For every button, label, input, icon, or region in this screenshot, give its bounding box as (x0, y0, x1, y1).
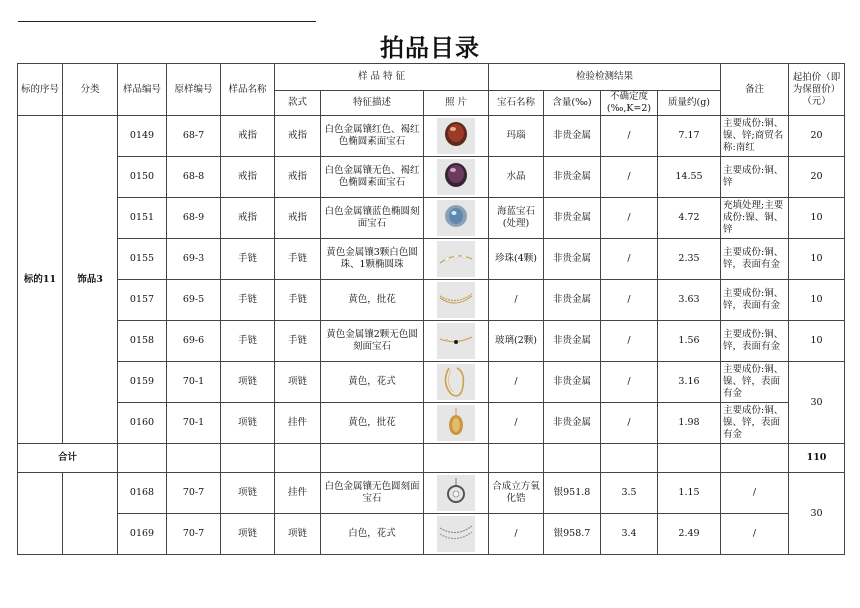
weight-cell: 1.15 (658, 473, 721, 514)
desc-cell: 黄色金属镶2颗无色圆刻面宝石 (321, 321, 424, 362)
content-cell: 非贵金属 (544, 116, 601, 157)
weight-cell: 1.56 (658, 321, 721, 362)
sample-name-cell: 手链 (221, 280, 275, 321)
uncertainty-cell: / (601, 321, 658, 362)
sample-no-cell: 0149 (118, 116, 167, 157)
uncertainty-cell: / (601, 116, 658, 157)
photo-cell (424, 321, 489, 362)
remark-cell: 主要成份:铜、镍、锌，表面有金 (721, 403, 789, 444)
sample-no-cell: 0169 (118, 514, 167, 555)
table-row (18, 280, 845, 321)
uncertainty-cell: / (601, 239, 658, 280)
sample-name-cell: 手链 (221, 321, 275, 362)
desc-cell: 黄色金属镶3颗白色圆珠、1颗椭圆珠 (321, 239, 424, 280)
header-row-1 (18, 64, 845, 91)
sample-name-cell: 手链 (221, 239, 275, 280)
table-row (18, 116, 845, 157)
photo-cell (424, 198, 489, 239)
pendant-silver-photo (437, 475, 475, 511)
weight-cell: 3.63 (658, 280, 721, 321)
uncertainty-cell: / (601, 198, 658, 239)
content-cell: 非贵金属 (544, 403, 601, 444)
sample-name-cell: 项链 (221, 362, 275, 403)
style-cell: 项链 (275, 362, 321, 403)
remark-cell: 主要成份:铜、锌，表面有金 (721, 239, 789, 280)
photo-cell (424, 514, 489, 555)
photo-cell (424, 473, 489, 514)
remark-cell: 主要成份:铜、锌 (721, 157, 789, 198)
header-category: 分类 (63, 64, 118, 116)
header-test-group: 检验检测结果 (489, 64, 721, 91)
header-remark: 备注 (721, 64, 789, 116)
weight-cell: 7.17 (658, 116, 721, 157)
sample-name-cell: 戒指 (221, 198, 275, 239)
sample-no-cell: 0168 (118, 473, 167, 514)
header-gem: 宝石名称 (489, 91, 544, 116)
gem-cell: 玻璃(2颗) (489, 321, 544, 362)
desc-cell: 白色金属镶红色、褐红色椭圆素面宝石 (321, 116, 424, 157)
ring-red-photo (437, 118, 475, 154)
style-cell: 挂件 (275, 403, 321, 444)
sample-name-cell: 项链 (221, 403, 275, 444)
empty-cell (424, 444, 489, 473)
table-row (18, 514, 845, 555)
desc-cell: 黄色，批花 (321, 403, 424, 444)
photo-cell (424, 116, 489, 157)
style-cell: 手链 (275, 321, 321, 362)
orig-no-cell: 68-8 (167, 157, 221, 198)
chain-silver-photo (437, 516, 475, 552)
style-cell: 戒指 (275, 157, 321, 198)
start-price-cell: 20 (789, 116, 845, 157)
header-sample-no: 样品编号 (118, 64, 167, 116)
table-row (18, 473, 845, 514)
sample-no-cell: 0159 (118, 362, 167, 403)
photo-cell (424, 362, 489, 403)
style-cell: 戒指 (275, 198, 321, 239)
sample-no-cell: 0158 (118, 321, 167, 362)
header-rule (18, 21, 316, 22)
bracelet-gold-photo (437, 282, 475, 318)
header-lot-no: 标的序号 (18, 64, 63, 116)
weight-cell: 4.72 (658, 198, 721, 239)
gem-cell: / (489, 280, 544, 321)
sample-no-cell: 0151 (118, 198, 167, 239)
remark-cell: 主要成份:铜、镍、锌;商贸名称:南红 (721, 116, 789, 157)
empty-cell (167, 444, 221, 473)
catalog-table (17, 63, 845, 555)
orig-no-cell: 69-3 (167, 239, 221, 280)
weight-cell: 14.55 (658, 157, 721, 198)
start-price-cell: 20 (789, 157, 845, 198)
start-price-cell: 30 (789, 362, 845, 444)
uncertainty-cell: / (601, 362, 658, 403)
desc-cell: 白色金属镶蓝色椭圆刻面宝石 (321, 198, 424, 239)
table-row (18, 321, 845, 362)
header-weight: 质量约(g) (658, 91, 721, 116)
orig-no-cell: 68-7 (167, 116, 221, 157)
desc-cell: 黄色，批花 (321, 280, 424, 321)
gem-cell: / (489, 514, 544, 555)
gem-cell: 水晶 (489, 157, 544, 198)
sample-no-cell: 0157 (118, 280, 167, 321)
weight-cell: 3.16 (658, 362, 721, 403)
gem-cell: 合成立方氧化锆 (489, 473, 544, 514)
content-cell: 非贵金属 (544, 321, 601, 362)
gem-cell: / (489, 403, 544, 444)
lot-label-cell (18, 473, 63, 555)
remark-cell: 主要成份:铜、锌，表面有金 (721, 321, 789, 362)
sample-no-cell: 0160 (118, 403, 167, 444)
empty-cell (275, 444, 321, 473)
orig-no-cell: 70-7 (167, 514, 221, 555)
content-cell: 非贵金属 (544, 157, 601, 198)
header-uncertainty: 不确定度(‰,K=2) (601, 91, 658, 116)
desc-cell: 白色金属镶无色、褐红色椭圆素面宝石 (321, 157, 424, 198)
header-start-price: 起拍价（即为保留价）（元） (789, 64, 845, 116)
sample-name-cell: 项链 (221, 473, 275, 514)
header-sample-name: 样品名称 (221, 64, 275, 116)
empty-cell (601, 444, 658, 473)
subtotal-label: 合计 (18, 444, 118, 473)
orig-no-cell: 69-5 (167, 280, 221, 321)
empty-cell (221, 444, 275, 473)
sample-no-cell: 0155 (118, 239, 167, 280)
photo-cell (424, 280, 489, 321)
orig-no-cell: 69-6 (167, 321, 221, 362)
style-cell: 戒指 (275, 116, 321, 157)
weight-cell: 1.98 (658, 403, 721, 444)
uncertainty-cell: 3.4 (601, 514, 658, 555)
ring-purple-photo (437, 159, 475, 195)
header-feature-desc: 特征描述 (321, 91, 424, 116)
header-features-group: 样 品 特 征 (275, 64, 489, 91)
start-price-cell: 10 (789, 321, 845, 362)
uncertainty-cell: / (601, 403, 658, 444)
sample-name-cell: 戒指 (221, 157, 275, 198)
start-price-cell: 10 (789, 280, 845, 321)
table-row (18, 198, 845, 239)
gem-cell: 珍珠(4颗) (489, 239, 544, 280)
orig-no-cell: 70-1 (167, 362, 221, 403)
desc-cell: 黄色，花式 (321, 362, 424, 403)
style-cell: 手链 (275, 280, 321, 321)
content-cell: 非贵金属 (544, 239, 601, 280)
start-price-cell: 10 (789, 198, 845, 239)
desc-cell: 白色，花式 (321, 514, 424, 555)
table-row (18, 157, 845, 198)
photo-cell (424, 157, 489, 198)
weight-cell: 2.35 (658, 239, 721, 280)
category-cell (63, 473, 118, 555)
start-price-cell: 30 (789, 473, 845, 555)
weight-cell: 2.49 (658, 514, 721, 555)
category-cell: 饰品3 (63, 116, 118, 444)
header-content: 含量(‰) (544, 91, 601, 116)
orig-no-cell: 70-7 (167, 473, 221, 514)
bracelet-pearl-photo (437, 241, 475, 277)
style-cell: 挂件 (275, 473, 321, 514)
empty-cell (489, 444, 544, 473)
page-title: 拍品目录 (380, 34, 480, 62)
content-cell: 非贵金属 (544, 280, 601, 321)
uncertainty-cell: / (601, 157, 658, 198)
sample-no-cell: 0150 (118, 157, 167, 198)
photo-cell (424, 239, 489, 280)
desc-cell: 白色金属镶无色圆刻面宝石 (321, 473, 424, 514)
orig-no-cell: 68-9 (167, 198, 221, 239)
sample-name-cell: 戒指 (221, 116, 275, 157)
ring-blue-photo (437, 200, 475, 236)
uncertainty-cell: 3.5 (601, 473, 658, 514)
header-orig-no: 原样编号 (167, 64, 221, 116)
gem-cell: 海蓝宝石(处理) (489, 198, 544, 239)
gem-cell: 玛瑙 (489, 116, 544, 157)
photo-cell (424, 403, 489, 444)
remark-cell: 主要成份:铜、锌，表面有金 (721, 280, 789, 321)
pendant-gold-photo (437, 405, 475, 441)
content-cell: 银951.8 (544, 473, 601, 514)
orig-no-cell: 70-1 (167, 403, 221, 444)
lot-label-cell: 标的11 (18, 116, 63, 444)
remark-cell: / (721, 514, 789, 555)
table-row (18, 403, 845, 444)
necklace-gold-photo (437, 364, 475, 400)
empty-cell (118, 444, 167, 473)
uncertainty-cell: / (601, 280, 658, 321)
remark-cell: / (721, 473, 789, 514)
empty-cell (321, 444, 424, 473)
remark-cell: 主要成份:铜、镍、锌，表面有金 (721, 362, 789, 403)
style-cell: 项链 (275, 514, 321, 555)
table-row (18, 239, 845, 280)
header-style: 款式 (275, 91, 321, 116)
header-photo: 照 片 (424, 91, 489, 116)
sample-name-cell: 项链 (221, 514, 275, 555)
content-cell: 非贵金属 (544, 362, 601, 403)
start-price-cell: 10 (789, 239, 845, 280)
table-row (18, 362, 845, 403)
gem-cell: / (489, 362, 544, 403)
style-cell: 手链 (275, 239, 321, 280)
empty-cell (721, 444, 789, 473)
subtotal-value: 110 (789, 444, 845, 473)
empty-cell (544, 444, 601, 473)
content-cell: 非贵金属 (544, 198, 601, 239)
remark-cell: 充填处理;主要成份:镍、铜、锌 (721, 198, 789, 239)
subtotal-row (18, 444, 845, 473)
empty-cell (658, 444, 721, 473)
bracelet-gem-photo (437, 323, 475, 359)
content-cell: 银958.7 (544, 514, 601, 555)
